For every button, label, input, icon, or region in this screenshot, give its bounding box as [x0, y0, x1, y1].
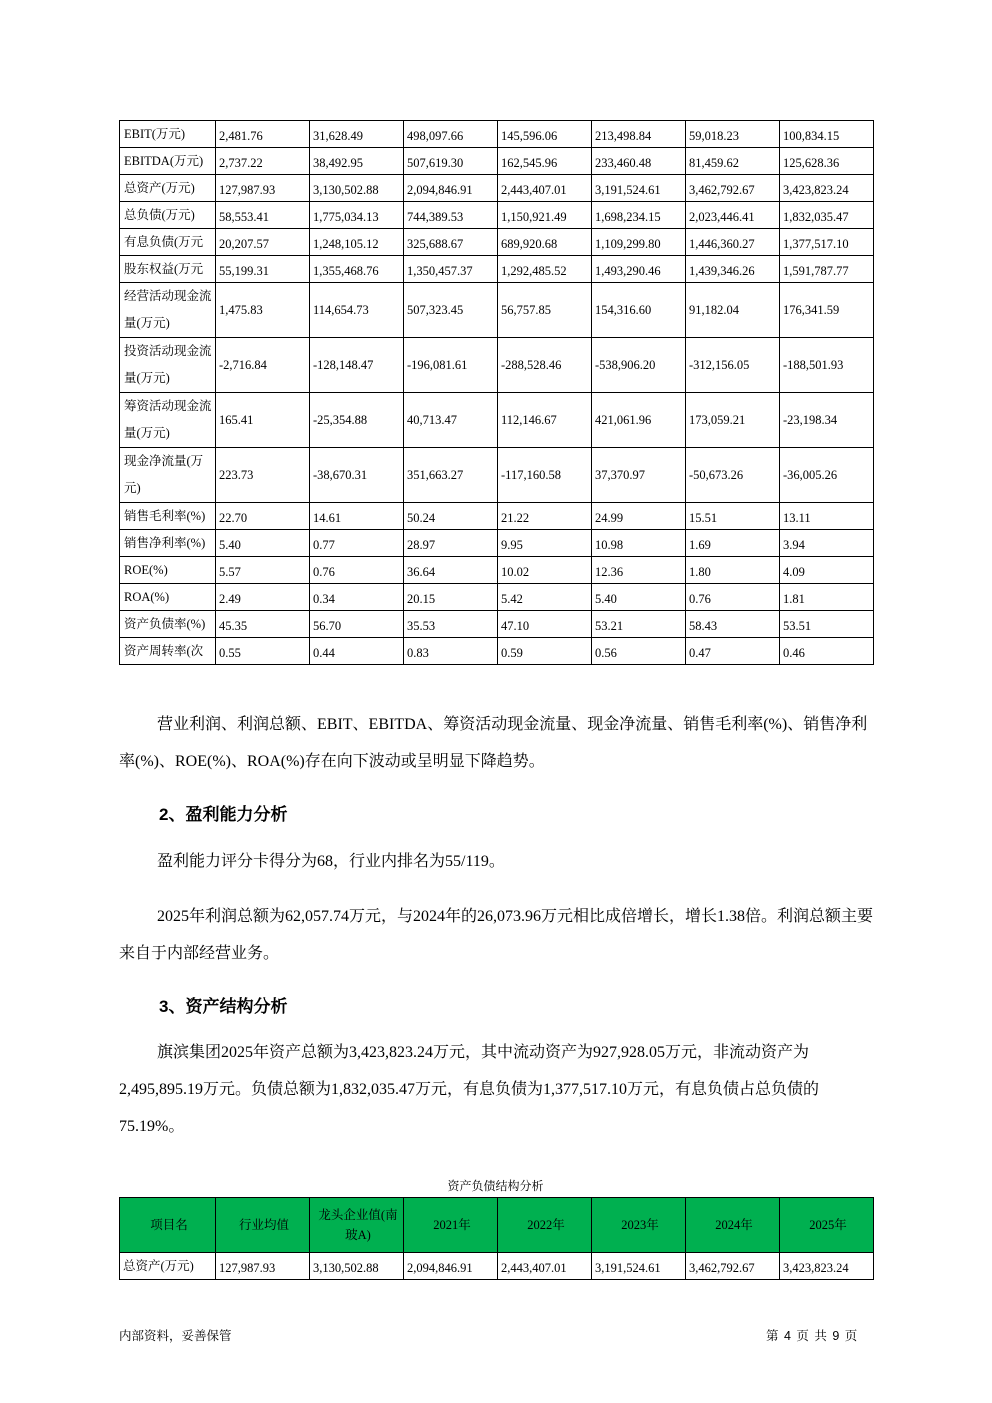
table-cell: -25,354.88: [310, 393, 404, 448]
balance-table-caption: 资产负债结构分析: [447, 1179, 544, 1193]
table-cell: 114,654.73: [310, 283, 404, 338]
heading-asset-structure: 3、资产结构分析: [159, 997, 288, 1016]
table-cell: 689,920.68: [498, 229, 592, 256]
table-cell: 10.98: [592, 530, 686, 557]
table-cell: 744,389.53: [404, 202, 498, 229]
table-cell: 2,023,446.41: [686, 202, 780, 229]
profit-total-paragraph: [119, 898, 879, 972]
table-cell: -288,528.46: [498, 338, 592, 393]
table-cell: 56.70: [310, 611, 404, 638]
table-cell: 1,150,921.49: [498, 202, 592, 229]
footer-page-number: 第 4 页 共 9 页: [766, 1329, 858, 1343]
table-cell: 0.59: [498, 638, 592, 665]
table-cell: 1.69: [686, 530, 780, 557]
table-cell: 20.15: [404, 584, 498, 611]
table-cell: 5.40: [216, 530, 310, 557]
table-cell: -312,156.05: [686, 338, 780, 393]
table-cell: 53.21: [592, 611, 686, 638]
column-header: 2024年: [686, 1198, 780, 1253]
table-row: [120, 448, 874, 503]
table-cell: -117,160.58: [498, 448, 592, 503]
table-cell: 15.51: [686, 503, 780, 530]
asset-structure-paragraph: [119, 1034, 879, 1145]
table-cell: 1,350,457.37: [404, 256, 498, 283]
row-label: 股东权益(万元: [120, 256, 216, 283]
balance-table-body: [120, 1253, 874, 1280]
table-cell: 0.83: [404, 638, 498, 665]
table-cell: 0.34: [310, 584, 404, 611]
profit-score-paragraph: [119, 843, 879, 880]
table-cell: 173,059.21: [686, 393, 780, 448]
table-cell: 5.40: [592, 584, 686, 611]
table-cell: 0.46: [780, 638, 874, 665]
footer-confidential-note: 内部资料，妥善保管: [119, 1329, 232, 1343]
table-cell: 58.43: [686, 611, 780, 638]
table-cell: 1,591,787.77: [780, 256, 874, 283]
row-label: 现金净流量(万元): [120, 448, 216, 503]
table-cell: 91,182.04: [686, 283, 780, 338]
row-label: EBITDA(万元): [120, 148, 216, 175]
table-cell: -196,081.61: [404, 338, 498, 393]
table-row: [120, 256, 874, 283]
trend-paragraph: [119, 706, 879, 780]
row-label: 筹资活动现金流量(万元): [120, 393, 216, 448]
row-label: 有息负债(万元: [120, 229, 216, 256]
table-cell: 10.02: [498, 557, 592, 584]
table-cell: 58,553.41: [216, 202, 310, 229]
table-cell: 5.57: [216, 557, 310, 584]
table-cell: 223.73: [216, 448, 310, 503]
table-cell: 0.47: [686, 638, 780, 665]
table-cell: 127,987.93: [216, 1253, 310, 1280]
table-cell: 2,443,407.01: [498, 1253, 592, 1280]
table-cell: 59,018.23: [686, 121, 780, 148]
table-row: [120, 503, 874, 530]
financial-indicator-table: [119, 120, 874, 665]
asset-structure-text: 旗滨集团2025年资产总额为3,423,823.24万元，其中流动资产为927,928.05万元，非流动资产为2,495,895.19万元。负债总额为1,832,035.47万元，有息负债为1,377,517.10万元，有息负债占总负债的75.19%。: [119, 1044, 820, 1135]
table-cell: 14.61: [310, 503, 404, 530]
table-cell: 50.24: [404, 503, 498, 530]
table-cell: 2,737.22: [216, 148, 310, 175]
table-row: [120, 611, 874, 638]
table-cell: 24.99: [592, 503, 686, 530]
table-cell: 2,094,846.91: [404, 1253, 498, 1280]
row-label: 资产周转率(次: [120, 638, 216, 665]
table-cell: 81,459.62: [686, 148, 780, 175]
table-cell: 5.42: [498, 584, 592, 611]
table-row: [120, 229, 874, 256]
balance-structure-table: [119, 1197, 874, 1280]
table-cell: 3,462,792.67: [686, 175, 780, 202]
table-cell: 3,462,792.67: [686, 1253, 780, 1280]
table-cell: 1.80: [686, 557, 780, 584]
table-cell: 45.35: [216, 611, 310, 638]
balance-table-header-row: [120, 1198, 874, 1253]
table-cell: 507,323.45: [404, 283, 498, 338]
table-cell: 0.77: [310, 530, 404, 557]
table-cell: 28.97: [404, 530, 498, 557]
heading-profitability: 2、盈利能力分析: [159, 805, 288, 824]
table-cell: 56,757.85: [498, 283, 592, 338]
row-label: 资产负债率(%): [120, 611, 216, 638]
table-row: [120, 148, 874, 175]
table-cell: 31,628.49: [310, 121, 404, 148]
table-row: [120, 1253, 874, 1280]
table-row: [120, 557, 874, 584]
table-cell: 0.76: [686, 584, 780, 611]
financial-table-body: [120, 121, 874, 665]
table-cell: -538,906.20: [592, 338, 686, 393]
row-label: ROA(%): [120, 584, 216, 611]
table-cell: 37,370.97: [592, 448, 686, 503]
table-row: [120, 121, 874, 148]
table-cell: -188,501.93: [780, 338, 874, 393]
table-row: [120, 393, 874, 448]
table-cell: 127,987.93: [216, 175, 310, 202]
column-header: 2021年: [404, 1198, 498, 1253]
table-cell: 38,492.95: [310, 148, 404, 175]
table-cell: 47.10: [498, 611, 592, 638]
table-cell: 35.53: [404, 611, 498, 638]
row-label: 销售净利率(%): [120, 530, 216, 557]
table-cell: 53.51: [780, 611, 874, 638]
table-cell: 1.81: [780, 584, 874, 611]
table-cell: 112,146.67: [498, 393, 592, 448]
table-row: [120, 338, 874, 393]
table-cell: 1,698,234.15: [592, 202, 686, 229]
table-cell: -50,673.26: [686, 448, 780, 503]
table-cell: 12.36: [592, 557, 686, 584]
row-label: 经营活动现金流量(万元): [120, 283, 216, 338]
table-cell: 351,663.27: [404, 448, 498, 503]
table-cell: 100,834.15: [780, 121, 874, 148]
table-cell: 55,199.31: [216, 256, 310, 283]
profit-score-text: 盈利能力评分卡得分为68，行业内排名为55/119。: [157, 853, 505, 870]
table-cell: 3,423,823.24: [780, 1253, 874, 1280]
table-cell: 4.09: [780, 557, 874, 584]
row-label: ROE(%): [120, 557, 216, 584]
table-cell: 498,097.66: [404, 121, 498, 148]
column-header: 2025年: [780, 1198, 874, 1253]
table-cell: 1,475.83: [216, 283, 310, 338]
table-cell: 0.56: [592, 638, 686, 665]
profit-total-text: 2025年利润总额为62,057.74万元，与2024年的26,073.96万元相比成倍增长，增长1.38倍。利润总额主要来自于内部经营业务。: [119, 908, 874, 962]
table-cell: 3,130,502.88: [310, 175, 404, 202]
table-cell: 3,191,524.61: [592, 175, 686, 202]
table-cell: 1,439,346.26: [686, 256, 780, 283]
table-row: [120, 530, 874, 557]
table-cell: 1,377,517.10: [780, 229, 874, 256]
table-cell: 1,109,299.80: [592, 229, 686, 256]
table-cell: -2,716.84: [216, 338, 310, 393]
table-cell: 22.70: [216, 503, 310, 530]
table-cell: -36,005.26: [780, 448, 874, 503]
table-cell: 176,341.59: [780, 283, 874, 338]
table-cell: 1,446,360.27: [686, 229, 780, 256]
table-cell: 1,775,034.13: [310, 202, 404, 229]
table-cell: 1,248,105.12: [310, 229, 404, 256]
row-label: 总负债(万元): [120, 202, 216, 229]
table-cell: 0.44: [310, 638, 404, 665]
table-cell: 145,596.06: [498, 121, 592, 148]
column-header: 2022年: [498, 1198, 592, 1253]
table-cell: 1,355,468.76: [310, 256, 404, 283]
table-cell: 2,094,846.91: [404, 175, 498, 202]
table-cell: 3.94: [780, 530, 874, 557]
row-label: 投资活动现金流量(万元): [120, 338, 216, 393]
trend-paragraph-text: 营业利润、利润总额、EBIT、EBITDA、筹资活动现金流量、现金净流量、销售毛利率(%)、销售净利率(%)、ROE(%)、ROA(%)存在向下波动或呈明显下降趋势。: [119, 716, 868, 770]
row-label: 总资产(万元): [120, 1253, 216, 1280]
table-cell: 1,493,290.46: [592, 256, 686, 283]
table-cell: 213,498.84: [592, 121, 686, 148]
table-cell: 1,292,485.52: [498, 256, 592, 283]
table-cell: 2,443,407.01: [498, 175, 592, 202]
column-header: 2023年: [592, 1198, 686, 1253]
table-cell: 2,481.76: [216, 121, 310, 148]
table-row: [120, 175, 874, 202]
table-cell: 1,832,035.47: [780, 202, 874, 229]
row-label: 总资产(万元): [120, 175, 216, 202]
table-cell: 165.41: [216, 393, 310, 448]
table-cell: 325,688.67: [404, 229, 498, 256]
table-cell: -23,198.34: [780, 393, 874, 448]
table-cell: 21.22: [498, 503, 592, 530]
table-cell: 233,460.48: [592, 148, 686, 175]
table-cell: 507,619.30: [404, 148, 498, 175]
table-cell: 9.95: [498, 530, 592, 557]
table-cell: 36.64: [404, 557, 498, 584]
table-cell: 3,423,823.24: [780, 175, 874, 202]
row-label: 销售毛利率(%): [120, 503, 216, 530]
table-cell: 2.49: [216, 584, 310, 611]
table-cell: 3,130,502.88: [310, 1253, 404, 1280]
table-cell: 162,545.96: [498, 148, 592, 175]
table-row: [120, 283, 874, 338]
table-row: [120, 202, 874, 229]
table-cell: 125,628.36: [780, 148, 874, 175]
table-cell: 20,207.57: [216, 229, 310, 256]
column-header: 行业均值: [216, 1198, 310, 1253]
table-cell: 3,191,524.61: [592, 1253, 686, 1280]
table-cell: 154,316.60: [592, 283, 686, 338]
table-cell: 40,713.47: [404, 393, 498, 448]
table-cell: -38,670.31: [310, 448, 404, 503]
table-cell: 0.76: [310, 557, 404, 584]
row-label: EBIT(万元): [120, 121, 216, 148]
table-cell: 13.11: [780, 503, 874, 530]
table-row: [120, 638, 874, 665]
table-cell: -128,148.47: [310, 338, 404, 393]
table-cell: 0.55: [216, 638, 310, 665]
table-row: [120, 584, 874, 611]
column-header: 龙头企业值(南玻A): [310, 1198, 404, 1253]
column-header: 项目名: [120, 1198, 216, 1253]
table-cell: 421,061.96: [592, 393, 686, 448]
